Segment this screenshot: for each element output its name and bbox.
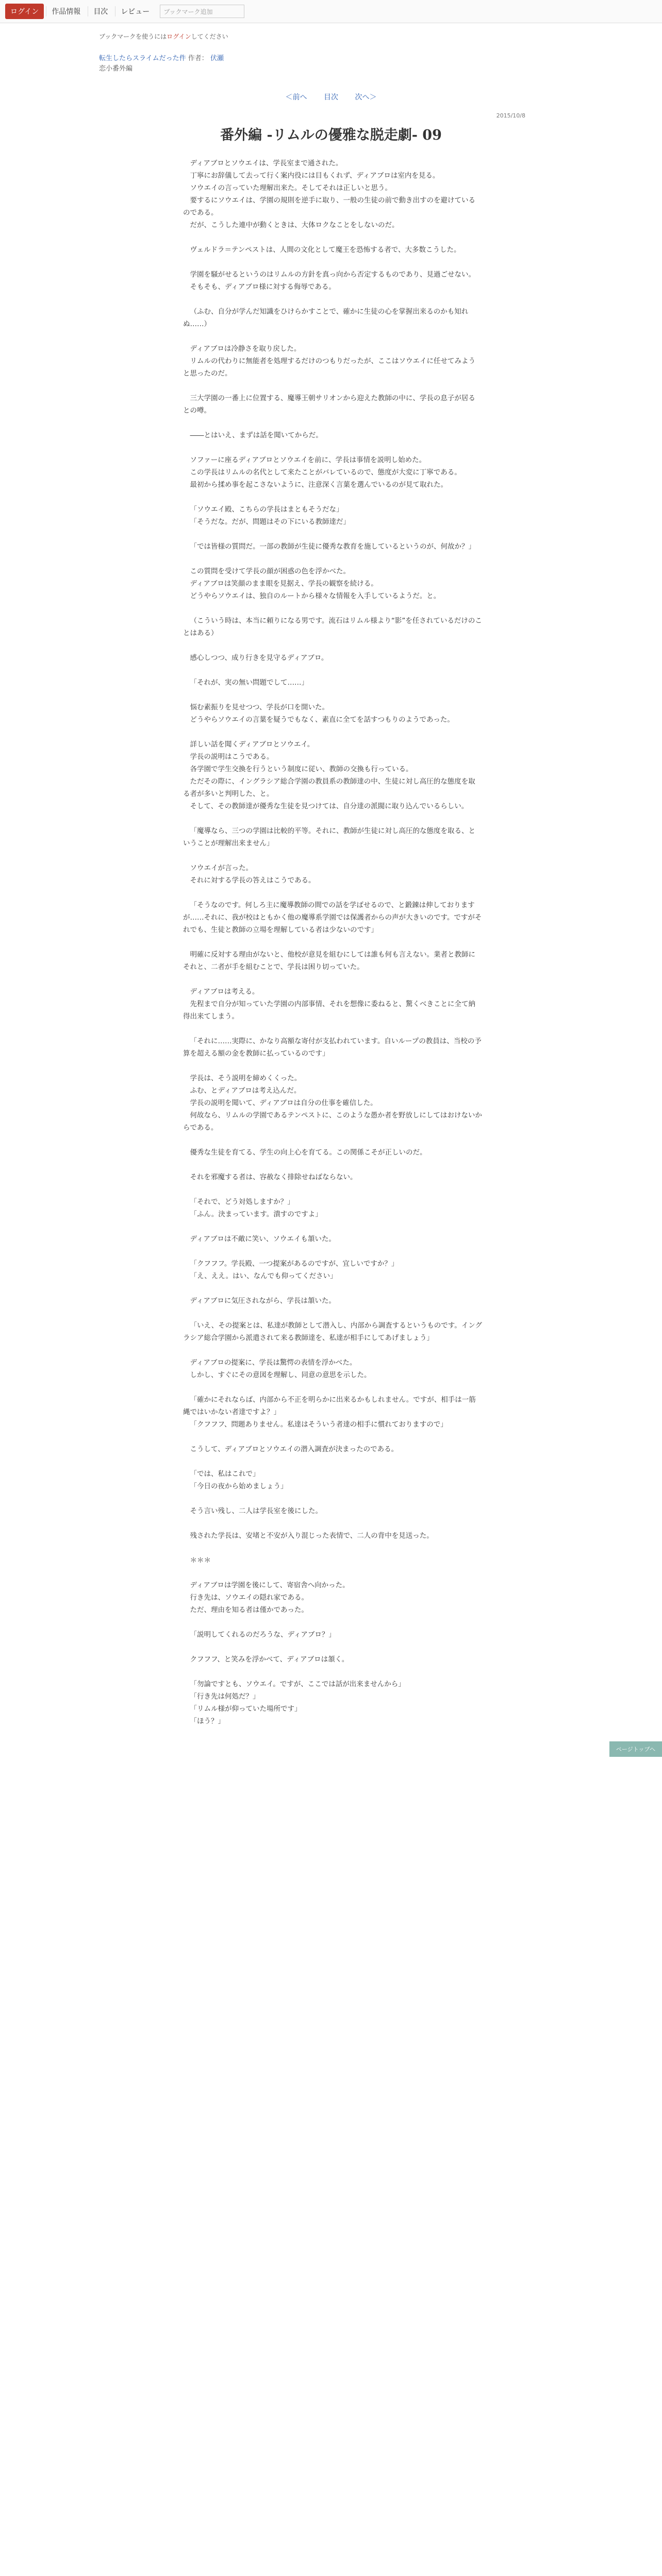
top-navigation (0, 0, 662, 23)
blank-line (183, 1307, 482, 1319)
blank-line (183, 380, 482, 392)
paragraph: そう言い残し、二人は学長室を後にした。 (190, 1507, 322, 1515)
publish-date: 2015/10/8 (496, 112, 525, 119)
paragraph: ただ、理由を知る者は僅かであった。 (190, 1606, 308, 1614)
paragraph: そもそも、ディアブロ様に対する侮辱である。 (190, 283, 336, 291)
paragraph: ふむ、とディアブロは考え込んだ。 (190, 1087, 301, 1095)
blank-line (183, 1542, 482, 1554)
pager-top (0, 92, 662, 102)
author-label: 作者： (188, 55, 208, 62)
paragraph: 残された学長は、安堵と不安が入り混じった表情で、二人の背中を見送った。 (190, 1532, 434, 1540)
paragraph: こうして、ディアブロとソウエイの潜入調査が決まったのである。 (190, 1445, 399, 1453)
paragraph: ディアブロの提案に、学長は驚愕の表情を浮かべた。 (190, 1359, 357, 1367)
blank-line (183, 1023, 482, 1035)
blank-line (183, 1616, 482, 1629)
blank-line (183, 1431, 482, 1443)
paragraph: ソウエイが言った。 (190, 864, 253, 872)
blank-line (183, 936, 482, 948)
paragraph: 「今日の夜から始めましょう」 (190, 1482, 288, 1490)
nav-work-info[interactable]: 作品情報 (46, 6, 86, 16)
paragraph: ディアブロに気圧されながら、学長は頷いた。 (190, 1297, 336, 1305)
blank-line (183, 231, 482, 244)
paragraph: それに対する学長の答えはこうである。 (190, 876, 316, 885)
paragraph: この学長はリムルの名代として来たことがバレているので、態度が大変に丁寧である。 (190, 468, 461, 477)
blank-line (183, 1641, 482, 1653)
paragraph: 何故なら、リムルの学園であるテンペストに、このような愚か者を野放しにしてはおけないからである。 (183, 1111, 482, 1132)
paragraph: どうやらソウエイの言葉を疑うでもなく、素直に全てを話すつもりのようであった。 (190, 716, 454, 724)
blank-line (183, 491, 482, 503)
paragraph: 「それに……実際に、かなり高額な寄付が支払われています。自いループの教員は、当校の予算を超える額の金を教師に払っているのです」 (183, 1037, 482, 1058)
blank-line (183, 850, 482, 862)
blank-line (183, 553, 482, 565)
paragraph: 先程まで自分が知っていた学園の内部事情、それを想像に委ねると、驚くべきことに全て納得出来てしまう。 (183, 1000, 475, 1021)
paragraph: ＊＊＊ (190, 1556, 211, 1565)
blank-line (183, 689, 482, 701)
paragraph: 学長の説明を聞いて、ディアブロは自分の仕事を確信した。 (190, 1099, 377, 1107)
blank-line (183, 1455, 482, 1468)
paragraph: 「それが、実の無い問題でして……」 (190, 679, 308, 687)
chapter-label: 恋小番外編 (99, 65, 133, 73)
paragraph: 詳しい話を聞くディアブロとソウエイ。 (190, 740, 315, 749)
paragraph: 優秀な生徒を育てる、学生の向上心を育てる。この関係こそが正しいのだ。 (190, 1148, 427, 1157)
blank-line (183, 887, 482, 899)
page-title: 番外編 -リムルの優雅な脱走劇- 09 (220, 127, 442, 143)
paragraph: 行き先は、ソウエイの隠れ家である。 (190, 1594, 308, 1602)
work-title-link[interactable]: 転生したらスライムだった件 (99, 55, 186, 62)
blank-line (183, 1517, 482, 1530)
paragraph: ソファーに座るディアブロとソウエイを前に、学長は事情を説明し始めた。 (190, 456, 426, 464)
paragraph: 「え、ええ。はい、なんでも仰ってください」 (190, 1272, 337, 1280)
paragraph: ディアブロは考える。 (190, 988, 259, 996)
login-button[interactable]: ログイン (5, 4, 44, 19)
toc-link[interactable]: 目次 (324, 93, 338, 101)
breadcrumb (99, 54, 224, 74)
blank-line (183, 1282, 482, 1295)
blank-line (183, 639, 482, 652)
blank-line (183, 1567, 482, 1579)
paragraph: 「リムル様が仰っていた場所です」 (190, 1705, 302, 1713)
paragraph: 「ほう？」 (190, 1717, 225, 1725)
paragraph: 「行き先は何処だ？」 (190, 1692, 260, 1701)
blank-line (183, 1344, 482, 1357)
paragraph: 三大学園の一番上に位置する、魔導王朝サリオンから迎えた教師の中に、学長の息子が居るとの噂。 (183, 394, 475, 415)
paragraph: 「ソウエイ殿、こちらの学長はまともそうだな」 (190, 505, 343, 514)
paragraph: 「説明してくれるのだろうな、ディアブロ？」 (190, 1631, 336, 1639)
author-link[interactable]: 伏瀬 (210, 55, 224, 62)
blank-line (183, 1493, 482, 1505)
blank-line (183, 1183, 482, 1196)
paragraph: ディアブロは不敵に笑い、ソウエイも頷いた。 (190, 1235, 336, 1243)
blank-line (183, 664, 482, 676)
blank-line (183, 1159, 482, 1171)
blank-line (183, 528, 482, 540)
paragraph: 「それで、どう対処しますか？」 (190, 1198, 294, 1206)
paragraph: 「では皆様の質問だ。一部の教師が生徒に優秀な教育を施しているというのが、何故か？」 (190, 543, 475, 551)
paragraph: 「勿論ですとも、ソウエイ。ですが、ここでは話が出来ませんから」 (190, 1680, 405, 1688)
blank-line (183, 1060, 482, 1072)
bookmark-add-button[interactable]: ブックマーク追加 (160, 5, 244, 18)
bookmark-notice (99, 32, 228, 41)
paragraph: 要するにソウエイは、学園の規則を逆手に取り、一般の生徒の前で動き出すのを避けているのである。 (183, 196, 475, 217)
paragraph: 「魔導なら、三つの学園は比較的平等。それに、教師が生徒に対し高圧的な態度を取る、ということが理解出来ません」 (183, 827, 475, 848)
paragraph: 「確かにそれならば、内部から不正を明らかに出来るかもしれません。ですが、相手は一筋縄ではいかない者達ですよ？」 (183, 1396, 476, 1416)
paragraph: （こういう時は、本当に頼りになる男です。流石はリムル様より“影”を任されているだけのことはある） (183, 617, 482, 637)
notice-login-link[interactable]: ログイン (167, 33, 191, 40)
paragraph: ディアブロは冷静さを取り戻した。 (190, 345, 301, 353)
blank-line (183, 726, 482, 738)
paragraph: ディアブロは笑顔のまま眼を見据え、学長の観察を続ける。 (190, 580, 378, 588)
blank-line (183, 293, 482, 306)
blank-line (183, 812, 482, 825)
paragraph: どうやらソウエイは、独自のルートから様々な情報を入手しているようだ。と。 (190, 592, 441, 600)
paragraph: そして、その教師達が優秀な生徒を見つけては、自分達の派閥に取り込んでいるらしい。 (190, 802, 469, 810)
paragraph: ただその際に、イングラシア総合学園の教員系の教師達の中、生徒に対し高圧的な態度を取る者が多いと判明した、と。 (183, 777, 475, 798)
blank-line (183, 256, 482, 268)
paragraph: 「クフフフ、問題ありません。私達はそういう者達の相手に慣れておりますので」 (190, 1420, 448, 1429)
paragraph: 「そうなのです。何しろ主に魔導教師の間での話を学ばせるので、と鍛錬は伸しておりますが……それに、我が校はともかく他の魔導系学園では保護者からの声が大きいのです。ですがそれでも、生徒と教師の立場を理解している者は少ないのです」 (183, 901, 482, 934)
paragraph: 明確に反対する理由がないと、他校が意見を組むにしては誰も何も言えない。業者と教師にそれと、二者が手を組むことで、学長は困り切っていた。 (183, 951, 475, 971)
paragraph: クフフフ、と笑みを浮かべて、ディアブロは頷く。 (190, 1655, 349, 1664)
blank-line (183, 330, 482, 343)
nav-review[interactable]: レビュー (115, 6, 155, 16)
blank-line (183, 1221, 482, 1233)
paragraph: 学長の説明はこうである。 (190, 753, 274, 761)
novel-body (183, 157, 482, 1727)
paragraph: ディアブロとソウエイは、学長室まで通された。 (190, 159, 343, 167)
paragraph: 学長は、そう説明を締めくくった。 (190, 1074, 302, 1082)
blank-line (183, 1134, 482, 1146)
blank-line (183, 417, 482, 429)
paragraph: 「そうだな。だが、問題はその下にいる教師達だ」 (190, 518, 350, 526)
paragraph: それを邪魔する者は、容赦なく排除せねばならない。 (190, 1173, 357, 1181)
paragraph: 最初から揉め事を起こさないように、注意深く言葉を選んでいるのが見て取れた。 (190, 481, 448, 489)
blank-line (183, 1666, 482, 1678)
paragraph: （ふむ、自分が学んだ知識をひけらかすことで、確かに生徒の心を掌握出来るのかも知れぬ……） (183, 308, 469, 328)
prev-link[interactable]: ＜前へ (285, 93, 307, 101)
paragraph: だが、こうした連中が動くときは、大体ロクなことをしないのだ。 (190, 221, 399, 229)
paragraph: 丁寧にお辞儀して去って行く案内役には目もくれず、ディアブロは室内を見る。 (190, 172, 440, 180)
paragraph: ヴェルドラ＝テンペストは、人間の文化として魔王を恐怖する者で、大多数こうした。 (190, 246, 461, 254)
paragraph: リムルの代わりに無能者を処理するだけのつもりだったが、ここはソウエイに任せてみようと思ったのだ。 (183, 357, 475, 378)
paragraph: 悩む素振りを見せつつ、学長が口を開いた。 (190, 703, 329, 711)
paragraph: しかし、すぐにその意図を理解し、同意の意思を示した。 (190, 1371, 371, 1379)
notice-prefix: ブックマークを使うには (99, 33, 167, 40)
notice-suffix: してください (191, 33, 228, 40)
blank-line (183, 1381, 482, 1394)
paragraph: 「いえ、その提案とは、私達が教師として潜入し、内部から調査するというものです。イングラシア総合学園から派遣されて来る教師達を、私達が相手にしてあげましょう」 (183, 1321, 482, 1342)
paragraph: 「では、私はこれで」 (190, 1470, 260, 1478)
next-link[interactable]: 次へ＞ (355, 93, 377, 101)
page-top-button[interactable]: ページトップへ (609, 1741, 662, 1757)
paragraph: 各学園で学生交換を行うという制度に従い、教師の交換も行っている。 (190, 765, 413, 773)
paragraph: ――とはいえ、まずは話を聞いてからだ。 (190, 431, 323, 439)
blank-line (183, 973, 482, 986)
paragraph: ディアブロは学園を後にして、寄宿舎へ向かった。 (190, 1581, 350, 1589)
nav-toc[interactable]: 目次 (88, 6, 113, 16)
paragraph: 感心しつつ、成り行きを見守るディアブロ。 (190, 654, 328, 662)
blank-line (183, 1245, 482, 1258)
blank-line (183, 602, 482, 615)
paragraph: ソウエイの言っていた理解出来た。そしてそれは正しいと思う。 (190, 184, 392, 192)
blank-line (183, 442, 482, 454)
paragraph: この質問を受けて学長の顔が困惑の色を浮かべた。 (190, 567, 350, 575)
paragraph: 「ふん。決まっています。潰すのですよ」 (190, 1210, 322, 1218)
paragraph: 「クフフフ。学長殿、一つ提案があるのですが、宜しいですか？」 (190, 1260, 399, 1268)
paragraph: 学園を騒がせるというのはリムルの方針を真っ向から否定するものであり、見過ごせない。 (190, 270, 475, 279)
